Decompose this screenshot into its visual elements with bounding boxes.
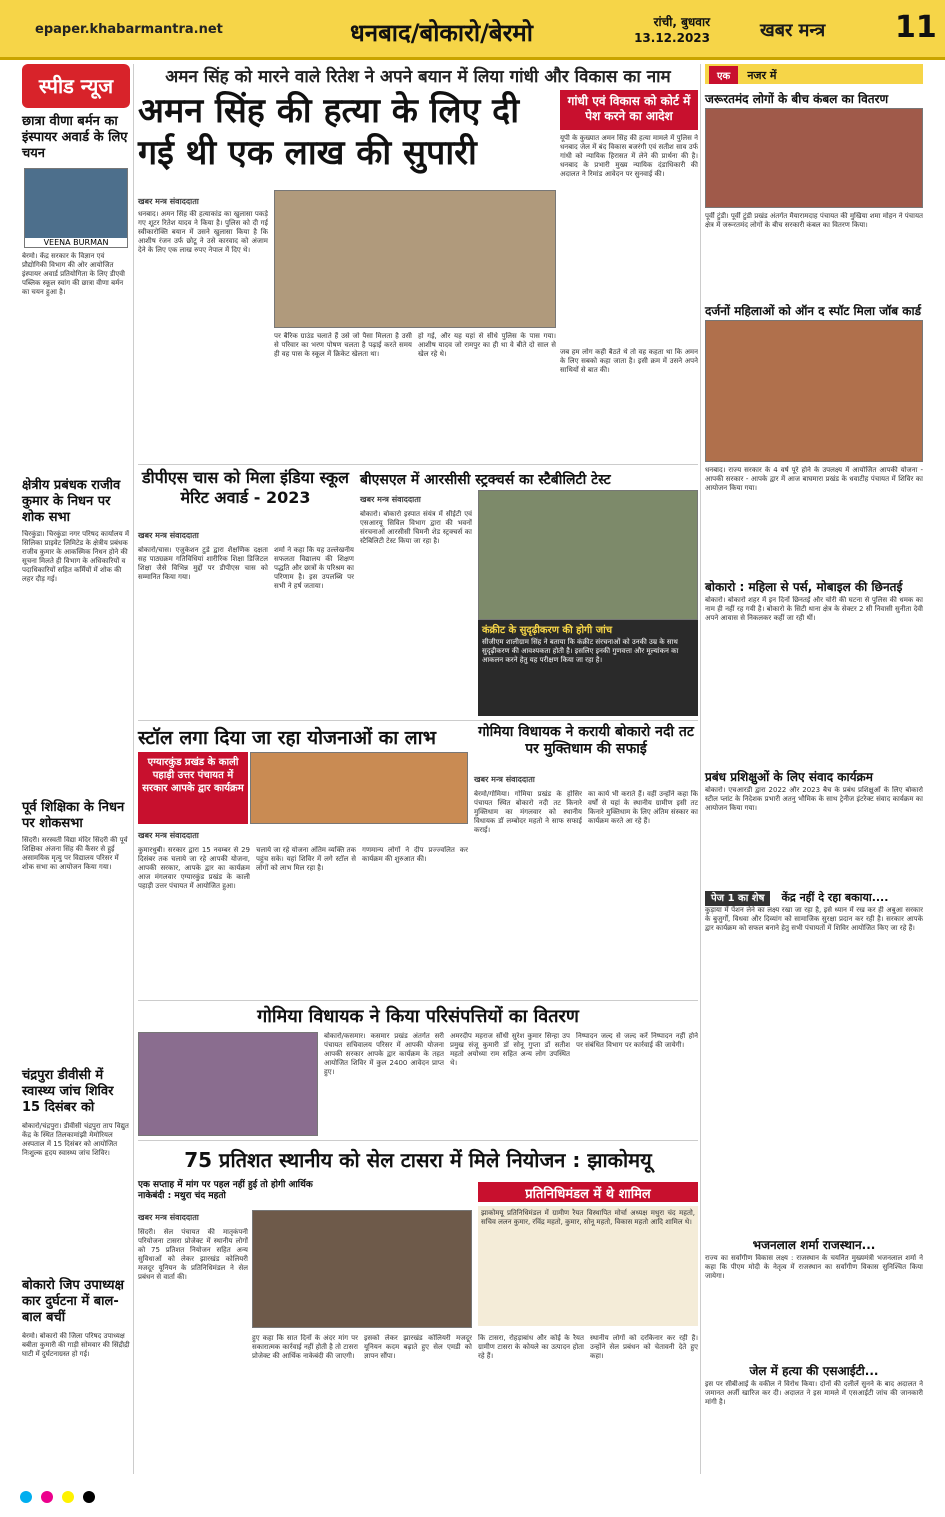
page1-rest-bar (705, 886, 923, 904)
mukti-body-1: बेरमो/गोमिया। गोमिया प्रखंड के होसिर पंचायत स्थित बोकारो नदी तट किनारे मुक्तिधाम का मंगलवार को स्थानीय विधायक डॉ लम्बोदर महतो ने साफ सफाई कराई। (474, 790, 582, 834)
right-head-1: जरूरतमंद लोगों के बीच कंबल का वितरण (705, 92, 889, 106)
speed-news-badge: स्पीड न्यूज (22, 64, 130, 108)
magenta-dot (41, 1491, 53, 1503)
sidebar-head-1: छात्रा वीणा बर्मन का इंस्पायर अवार्ड के लिए चयन (22, 114, 128, 161)
right-head-2: दर्जनों महिलाओं को ऑन द स्पॉट मिला जॉब कार्ड (705, 304, 922, 318)
sidebar-body-2: चिरकुंडा। चिरकुंडा नगर परिषद कार्यालय में सिलिका प्राइवेट लिमिटेड के क्षेत्रीय प्रबंधक राजीव कुमार के आकस्मिक निधन होने की सूचना मिलते ही विभाग के अधिकारियों व पदाधिकारियों सहित कर्मियों में शोक की लहर दौड़ गई। (22, 530, 130, 583)
jobs-subhead: एक सप्ताह में मांग पर पहल नहीं हुई तो होगी आर्थिक नाकेबंदी : मथुरा चंद महतो (138, 1180, 313, 1201)
sidebar-head-4: चंद्रपुरा डीवीसी में स्वास्थ्य जांच शिविर 15 दिसंबर को (22, 1068, 114, 1115)
school-body-1: बोकारो/चास। एजुकेशन टुडे द्वारा शैक्षणिक दक्षता सह पाठ्यक्रम गतिविधियां शारीरिक शिक्षा डिजिटल शिक्षा जैसे विभिन्न मुद्दों पर डीपीएस चास को सम्मानित किया गया। (138, 546, 268, 581)
divider-2 (138, 720, 698, 721)
photo-label: VEENA BURMAN (25, 238, 127, 247)
lead-headline: अमन सिंह की हत्या के लिए दी गई थी एक लाख की सुपारी (138, 91, 520, 173)
city-day: रांची, बुधवार (653, 15, 710, 29)
right-head-7: जेल में हत्या की एसआईटी... (749, 1364, 879, 1378)
school-headline: डीपीएस चास को मिला इंडिया स्कूल मेरिट अवार्ड - 2023 (141, 468, 350, 507)
right-body-6: राज्य का सर्वांगीण विकास लक्ष्य : राजस्थान के चयनित मुख्यमंत्री भजनलाल शर्मा ने कहा कि पीएम मोदी के नेतृत्व में राजस्थान का सर्वांगीण विकास सुनिश्चित किया जायेगा। (705, 1254, 923, 1280)
divider-4 (138, 1140, 698, 1141)
right-body-5: कुड़ाया में पेंशन लेने का लक्ष्य रखा जा रहा है, इसे ध्यान में रख कर ही अबुआ सरकार के बुजुर्गों, विधवा और दिव्यांग को सामाजिक सुरक्षा प्रदान कर रही है। सरकार आपके द्वार कार्यक्रम को सफल बनाने हेतु सभी पंचायतों में शिविर आयोजित किए जा रहे हैं। (705, 906, 923, 932)
assets-body-2: अमरदीप महराज सौंधी सुरेश कुमार सिन्हा उप प्रमुख संजू कुमारी डॉ सोनू गुप्ता डॉ सतीश महतो अयोध्या राम सहित अन्य लोग उपस्थित थे। (450, 1032, 570, 1067)
right-head-4: प्रबंध प्रशिक्षुओं के लिए संवाद कार्यक्रम (705, 770, 873, 784)
mukti-byline: खबर मन्त्र संवाददाता (474, 775, 535, 784)
stall-body-2: चलाये जा रहे योजना अंतिम व्यक्ति तक पहुंच सके। यहां शिविर में लगे स्टॉल से लोगों को लाभ मिल रहा है। (256, 846, 356, 872)
right-divider (700, 64, 701, 1474)
black-dot (83, 1491, 95, 1503)
nazar-label: नजर में (747, 69, 777, 82)
section-title: धनबाद/बोकारो/बेरमो (350, 19, 533, 47)
divider-3 (138, 1000, 698, 1001)
jobs-body-3: इसको लेकर झारखंड कोलियरी मजदूर यूनियन कदम बढ़ाते हुए सेल एमडी को ज्ञापन सौंपा। (364, 1334, 472, 1360)
bsl-headline: बीएसएल में आरसीसी स्ट्रक्चर्स का स्टैबीलिटी टेस्ट (360, 472, 611, 488)
yellow-dot (62, 1491, 74, 1503)
page1-rest-tag: पेज 1 का शेष (705, 891, 770, 906)
jobs-body-2: हुए कहा कि सात दिनों के अंदर मांग पर सकारात्मक कार्रवाई नहीं होती है तो टासरा प्रोजेक्ट की आर्थिक नाकेबंदी की जाएगी। (252, 1334, 358, 1360)
jobs-body-1: सिंदरी। सेल पंचायत की मातृकंपनी परियोजना टासरा प्रोजेक्ट में स्थानीय लोगों को 75 प्रतिशत नियोजन सहित अन्य सुविधाओं को लेकर झारखंड कोलियरी मजदूर यूनियन के प्रतिनिधिमंडल ने सेल प्रबंधन से वार्ता की। (138, 1228, 248, 1281)
jobs-headline: 75 प्रतिशत स्थानीय को सेल टासरा में मिले नियोजन : झाकोमयू (184, 1148, 652, 1172)
issue-date (610, 14, 710, 46)
jobs-body-4: कि टासरा, रोहड़ाबांध और कोई के रैयत ग्रामीण टासरा के कोयले का उत्पादन होता रहे हैं। (478, 1334, 584, 1360)
cyan-dot (20, 1491, 32, 1503)
page-number: 11 (895, 10, 937, 45)
assets-headline: गोमिया विधायक ने किया परिसंपत्तियों का वितरण (257, 1006, 579, 1027)
sidebar-body-5: बेरमो। बोकारो की जिला परिषद उपाध्यक्ष बबीता कुमारी की गाड़ी सोमवार की सिंद्रीद्री घाटी में दुर्घटनाग्रस्त हो गई। (22, 1332, 130, 1358)
building-photo (274, 190, 556, 328)
jobs-tag: प्रतिनिधिमंडल में थे शामिल (478, 1182, 698, 1202)
lead-body-2: पर बैरिक ग्राउंड चलाते हैं उसे जो पैसा मिलता है उसी से परिवार का भरण पोषण चलता है पढ़ाई करते समय ही वह पास के स्कूल में क्रिकेट खेलता था। (274, 332, 412, 358)
stall-headline: स्टॉल लगा दिया जा रहा योजनाओं का लाभ (138, 727, 436, 749)
stall-photo (250, 752, 468, 824)
bsl-photo (478, 490, 698, 620)
lead-right-body: यूपी के कुख्यात अमन सिंह की हत्या मामले में पुलिस ने धनबाद जेल में बंद विकास बजरंगी एवं सतीश साव उर्फ गांधी को न्यायिक हिरासत में लेने की प्रार्थना की है। धनबाद के प्रभारी मुख्य न्यायिक दंडाधिकारी की अदालत ने रिमांड आवेदन पर सुनवाई की। (560, 134, 698, 178)
lead-body-4: जब हम लोग कही बैठते थे तो वह कहता था कि अमन के लिए सबको कहा जाता है। इसी क्रम में उसने अपने साथियों से बात की। (560, 348, 698, 374)
stall-body-3: गणमान्य लोगों ने दीप प्रज्ज्वलित कर कार्यक्रम की शुरुआत की। (362, 846, 468, 863)
stall-byline: खबर मन्त्र संवाददाता (138, 831, 199, 840)
jobcard-photo (705, 320, 923, 462)
blanket-photo (705, 108, 923, 208)
sidebar-body-4: बोकारो/चंद्रपुरा। डीवीसी चंद्रपुरा ताप विद्युत केंद्र के स्थित तिलकामांझी मेमोरियल अस्पताल में 15 दिसंबर को आयोजित निःशुल्क हृदय स्वास्थ्य जांच शिविर। (22, 1122, 129, 1157)
school-body-2: शर्मा ने कहा कि यह उल्लेखनीय सफलता विद्यालय की शिक्षण पद्धति और छात्रों के परिश्रम का परिणाम है। इस उपलब्धि पर सभी ने हर्ष जताया। (274, 546, 354, 590)
bsl-byline: खबर मन्त्र संवाददाता (360, 495, 421, 504)
right-head-5: केंद्र नहीं दे रहा बकाया.... (781, 891, 889, 904)
assets-body-3: निष्पादन जल्द से जल्द करें निष्पादन नहीं होने पर संबंधित विभाग पर कार्रवाई की जायेगी। (576, 1032, 698, 1049)
stall-red-box: एग्यारकुंड प्रखंड के काली पहाड़ी उत्तर पंचायत में सरकार आपके द्वार कार्यक्रम (138, 752, 248, 824)
jobs-photo (252, 1210, 472, 1328)
assets-photo (138, 1032, 318, 1136)
lead-byline: खबर मन्त्र संवाददाता (138, 197, 199, 206)
lead-body-1: धनबाद। अमन सिंह की हत्याकांड का खुलासा पकड़े गए शूटर रितेश यादव ने किया है। पुलिस को दी गई स्वीकारोक्ति बयान में उसने खुलासा किया है कि आशीष रंजन उर्फ छोटू ने उसे कारवाद को अंजाम देने के लिए एक लाख रुपए नेपाल में दिए थे। (138, 210, 268, 254)
sidebar-body-3: सिंदरी। सरस्वती विद्या मंदिर सिंदरी की पूर्व शिक्षिका अंजना सिंह की कैंसर से हुई असामयिक मृत्यु पर विद्यालय परिसर में शोक सभा का आयोजन किया गया। (22, 836, 128, 871)
jobs-body-5: स्थानीय लोगों को दरकिनार कर रही है। उन्होंने सेल प्रबंधन को चेतावनी देते हुए कहा। (590, 1334, 698, 1360)
ek-nazar-bar (705, 64, 923, 84)
lead-body-3: हो गई, और यह यहां से सीधे पुलिस के पास गया। आशीष यादव जो रामपुर का ही था वे बीते दो साल से खेल रहे थे। (418, 332, 556, 358)
sidebar-head-5: बोकारो जिप उपाध्यक्ष कार दुर्घटना में बाल-बाल बचीं (22, 1278, 124, 1325)
jobs-byline: खबर मन्त्र संवाददाता (138, 1213, 199, 1222)
epaper-url[interactable]: epaper.khabarmantra.net (35, 22, 223, 37)
mukti-body-2: का कार्य भी कराते हैं। वहीं उन्होंने कहा कि वर्षों से यहां के स्थानीय ग्रामीण इसी तट किनारे मुक्तिधाम के लिए अंतिम संस्कार का कार्यक्रम करते आ रहे हैं। (588, 790, 698, 825)
bsl-caption-box (478, 620, 698, 716)
right-body-2: धनबाद। राज्य सरकार के 4 वर्ष पूरे होने के उपलक्ष्य में आयोजित आपकी योजना - आपकी सरकार - आपके द्वार में आज बाघमारा प्रखंड के धवाटीह पंचायत में शिविर का आयोजन किया गया। (705, 466, 923, 492)
right-body-3: बोकारो। बोकारो शहर में इन दिनों छिनतई और चोरी की घटना से पुलिस की धमक का नाम ही नहीं रह गयी है। बोकारो के सिटी थाना क्षेत्र के सेक्टर 2 सी निवासी सुनीता देवी अपने आवास से निकलकर कहीं जा रही थीं। (705, 596, 923, 622)
sidebar-body-1: बेरमो। केंद्र सरकार के विज्ञान एवं प्रौद्योगिकी विभाग की ओर आयोजित इंस्पायर अवार्ड प्रतियोगिता के लिए डीएवी पब्लिक स्कूल स्वांग की छात्रा वीणा बर्मन का चयन हुआ है। (22, 252, 125, 296)
right-body-1: पूर्वी टुंडी। पूर्वी टुंडी प्रखंड अंतर्गत मैयारामदाह पंचायत की मुखिया शमा मोहन ने पंचायत क्षेत्र में जरूरतमंद लोगों के बीच सरकारी कंबल का वितरण किया। (705, 212, 923, 229)
brand-logo: खबर मन्त्र (760, 20, 826, 41)
right-head-6: भजनलाल शर्मा राजस्थान... (752, 1238, 876, 1252)
date-value: 13.12.2023 (634, 31, 710, 45)
lead-red-box: गांधी एवं विकास को कोर्ट में पेश करने का आदेश (560, 90, 698, 130)
right-body-7: इस पर सीबीआई के वकील ने विरोध किया। दोनों की दलीलें सुनने के बाद अदालत ने जमानत अर्जी खारिज कर दी। अदालत ने इस मामले में एसआईटी जांच की जानकारी मांगी है। (705, 1380, 923, 1406)
divider-1 (138, 464, 698, 465)
right-head-3: बोकारो : महिला से पर्स, मोबाइल की छिनतई (705, 580, 903, 594)
print-registration-marks (20, 1488, 925, 1508)
bsl-caption-text: सीजीएम शालीग्राम सिंह ने बताया कि कंक्रीट संरचनाओं को उनकी उम्र के साथ सुदृढ़ीकरण की आवश्यकता होती है। इसलिए इनकी गुणवत्ता और मूल्यांकन का आकलन करने हेतु यह परीक्षण किया जा रहा है। (482, 638, 679, 664)
lead-kicker: अमन सिंह को मारने वाले रितेश ने अपने बयान में लिया गांधी और विकास का नाम (165, 67, 671, 87)
ek-tag: एक (709, 66, 738, 84)
sidebar-divider (133, 64, 134, 1474)
sidebar-head-3: पूर्व शिक्षिका के निधन पर शोकसभा (22, 800, 125, 831)
veena-photo (24, 168, 128, 248)
jobs-tag-body: झाकोमयू प्रतिनिधिमंडल में ग्रामीण रैयत विस्थापित मोर्चा अध्यक्ष मथुरा चंद महतो, सचिव ललन कुमार, रविंद्र महतो, कुमार, सोनू महतो, विकास महतो आदि शामिल थे। (478, 1206, 698, 1326)
right-body-4: बोकारो। एचआरडी द्वारा 2022 और 2023 बैच के प्रबंध प्रशिक्षुओं के लिए बोकारो स्टील प्लांट के निदेशक प्रभारी अतनु भौमिक के साथ ट्रेनीज इंटरेक्ट संवाद कार्यक्रम का आयोजन किया गया। (705, 786, 923, 812)
bsl-body: बोकारो। बोकारो इस्पात संयंत्र में सीईटी एवं एसआरयू सिविल विभाग द्वारा की भवनों संरचनाओं आरसीसी चिमनी शेड स्ट्रक्चर्स का स्टैबिलिटी टेस्ट किया जा रहा है। (360, 510, 472, 545)
bsl-caption-title: कंक्रीट के सुदृढ़ीकरण की होगी जांच (482, 625, 613, 636)
sidebar-head-2: क्षेत्रीय प्रबंधक राजीव कुमार के निधन पर शोक सभा (22, 478, 121, 525)
assets-body-1: बोकारो/कसमार। कसमार प्रखंड अंतर्गत सरी पंचायत सचिवालय परिसर में आपकी योजना आपकी सरकार आपके द्वार कार्यक्रम के तहत आयोजित शिविर में कुल 2400 आवेदन प्राप्त हुए। (324, 1032, 444, 1076)
school-byline: खबर मन्त्र संवाददाता (138, 531, 199, 540)
mukti-headline: गोमिया विधायक ने करायी बोकारो नदी तट पर मुक्तिधाम की सफाई (478, 724, 694, 757)
stall-body-1: कुमारधुबी। सरकार द्वारा 15 नवम्बर से 29 दिसंबर तक चलाये जा रहे आपकी योजना, आपकी सरकार, आपके द्वार का कार्यक्रम आज मंगलवार एग्यारकुंड प्रखंड के काली पहाड़ी उत्तर पंचायत में आयोजित हुआ। (138, 846, 250, 890)
